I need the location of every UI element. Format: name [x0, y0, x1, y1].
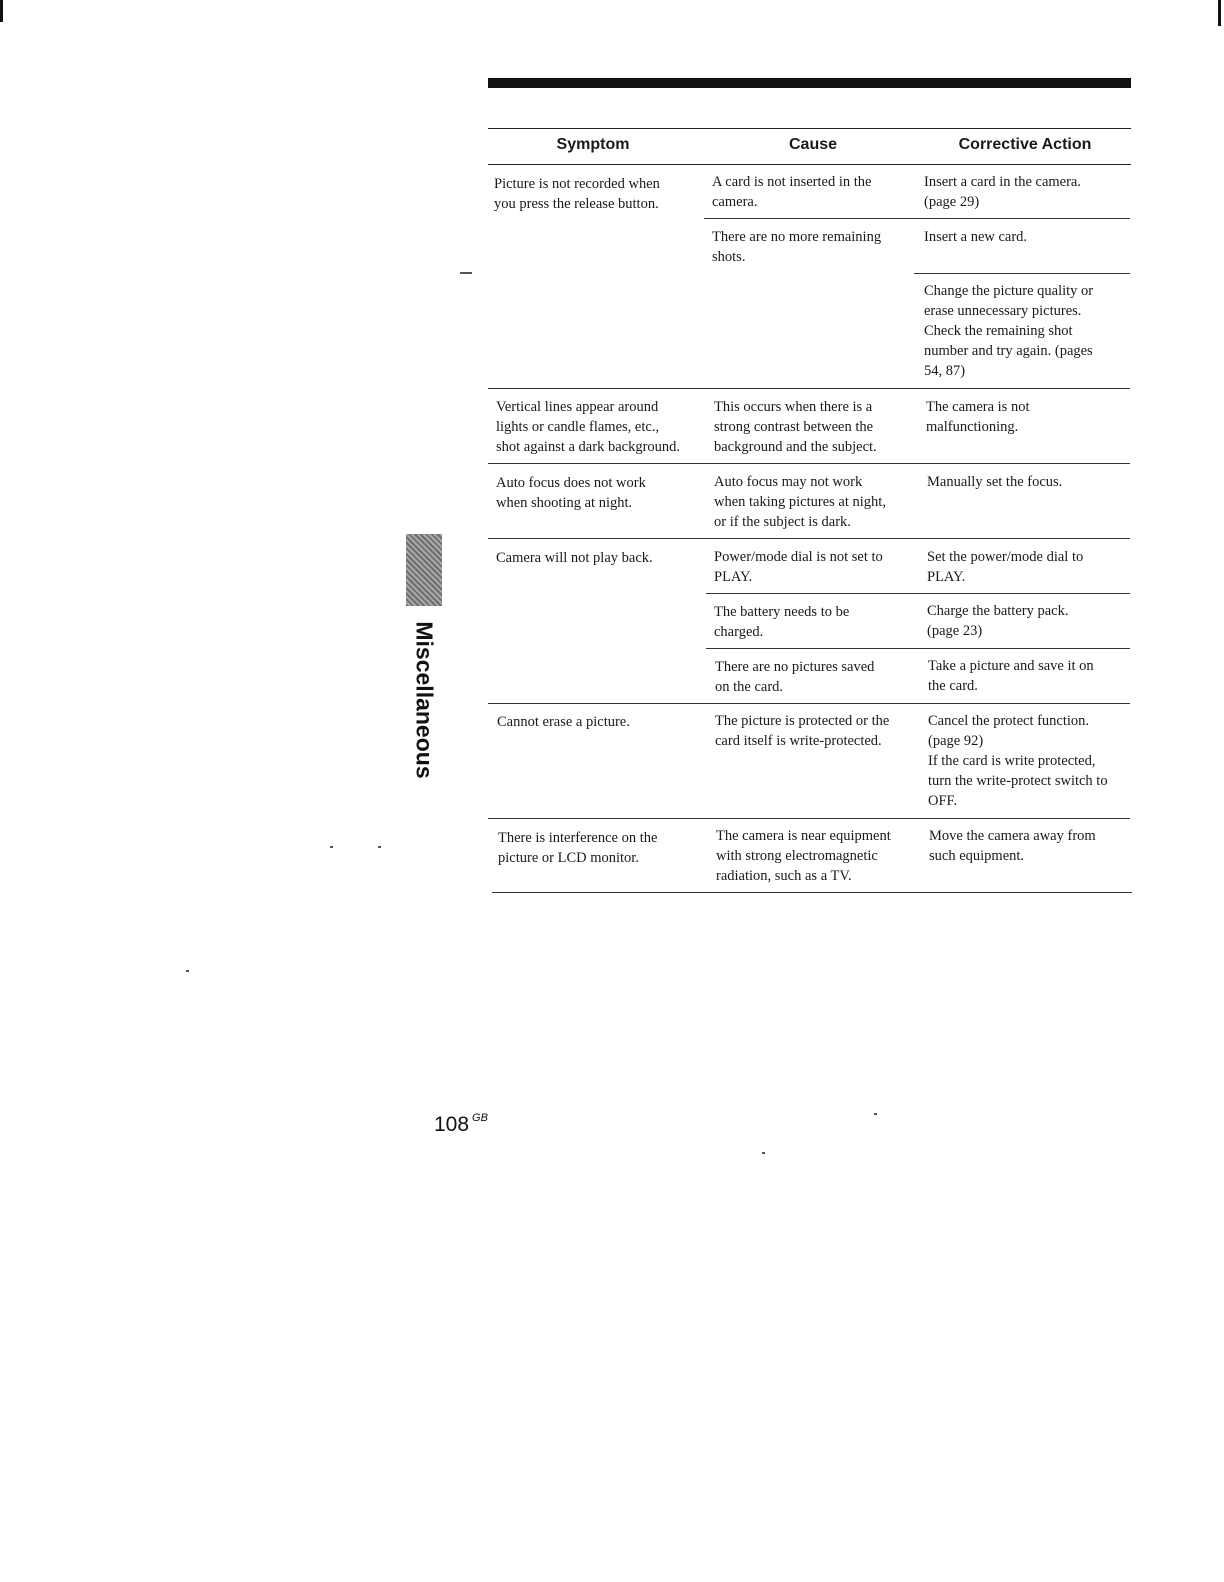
- action-cell: Move the camera away from such equipment.: [929, 828, 1096, 864]
- action-cell: Charge the battery pack. (page 23): [927, 603, 1069, 639]
- cause-cell: The camera is near equipment with strong electromagnetic radiation, such as a TV.: [716, 828, 891, 884]
- cause-cell: This occurs when there is a strong contrast between the background and the subject.: [714, 399, 877, 455]
- table-bottom-rule: [492, 892, 1132, 893]
- row-divider: [914, 273, 1130, 274]
- column-header-symptom: Symptom: [556, 136, 630, 153]
- symptom-cell: Vertical lines appear around lights or candle flames, etc., shot against a dark background.: [496, 399, 681, 455]
- action-cell: Manually set the focus.: [927, 474, 1063, 490]
- row-divider: [706, 593, 1130, 594]
- scan-edge-mark-right: [1218, 0, 1221, 26]
- cause-cell: There are no pictures saved on the card.: [715, 659, 875, 695]
- header-bottom-rule: [488, 164, 1131, 165]
- scan-speck: [460, 272, 472, 274]
- symptom-cell: Auto focus does not work when shooting at night.: [496, 475, 646, 511]
- row-divider: [488, 818, 1130, 819]
- scan-speck: [762, 1152, 765, 1154]
- symptom-cell: Cannot erase a picture.: [497, 714, 630, 730]
- row-divider: [488, 463, 1130, 464]
- action-cell: Take a picture and save it on the card.: [928, 658, 1094, 694]
- section-header-bar: [488, 78, 1131, 88]
- action-cell: Insert a card in the camera. (page 29): [924, 174, 1081, 210]
- scan-speck: [186, 970, 189, 972]
- scan-edge-mark-left: [0, 0, 3, 22]
- action-cell: Cancel the protect function. (page 92) If the card is write protected, turn the write-protect switch to OFF.: [928, 713, 1108, 809]
- scan-speck: [330, 846, 333, 848]
- cause-cell: The picture is protected or the card itself is write-protected.: [715, 713, 890, 749]
- section-thumb-tab: [406, 534, 442, 606]
- cause-cell: Power/mode dial is not set to PLAY.: [714, 549, 883, 585]
- table-top-rule: [488, 128, 1131, 129]
- page-number: [434, 1112, 488, 1137]
- symptom-cell: Picture is not recorded when you press the release button.: [494, 176, 660, 212]
- column-header-corrective-action: Corrective Action: [958, 136, 1092, 153]
- page-number-suffix: GB: [472, 1112, 488, 1124]
- scan-speck: [378, 846, 381, 848]
- cause-cell: There are no more remaining shots.: [712, 229, 882, 265]
- column-header-cause: Cause: [788, 136, 838, 153]
- row-divider: [704, 218, 1130, 219]
- row-divider: [488, 388, 1130, 389]
- action-cell: Insert a new card.: [924, 229, 1028, 245]
- row-divider: [488, 703, 1130, 704]
- row-divider: [488, 538, 1130, 539]
- scan-speck: [874, 1113, 877, 1115]
- cause-cell: Auto focus may not work when taking pictures at night, or if the subject is dark.: [714, 474, 886, 530]
- action-cell: The camera is not malfunctioning.: [926, 399, 1030, 435]
- page-number-value: 108: [434, 1113, 470, 1136]
- row-divider: [706, 648, 1130, 649]
- cause-cell: A card is not inserted in the camera.: [712, 174, 872, 210]
- action-cell: Change the picture quality or erase unnecessary pictures. Check the remaining shot number and try again. (pages 54, 87): [924, 283, 1094, 379]
- action-cell: Set the power/mode dial to PLAY.: [927, 549, 1084, 585]
- section-side-label: Miscellaneous: [411, 621, 438, 779]
- cause-cell: The battery needs to be charged.: [714, 604, 850, 640]
- symptom-cell: There is interference on the picture or LCD monitor.: [498, 830, 658, 866]
- symptom-cell: Camera will not play back.: [496, 550, 653, 566]
